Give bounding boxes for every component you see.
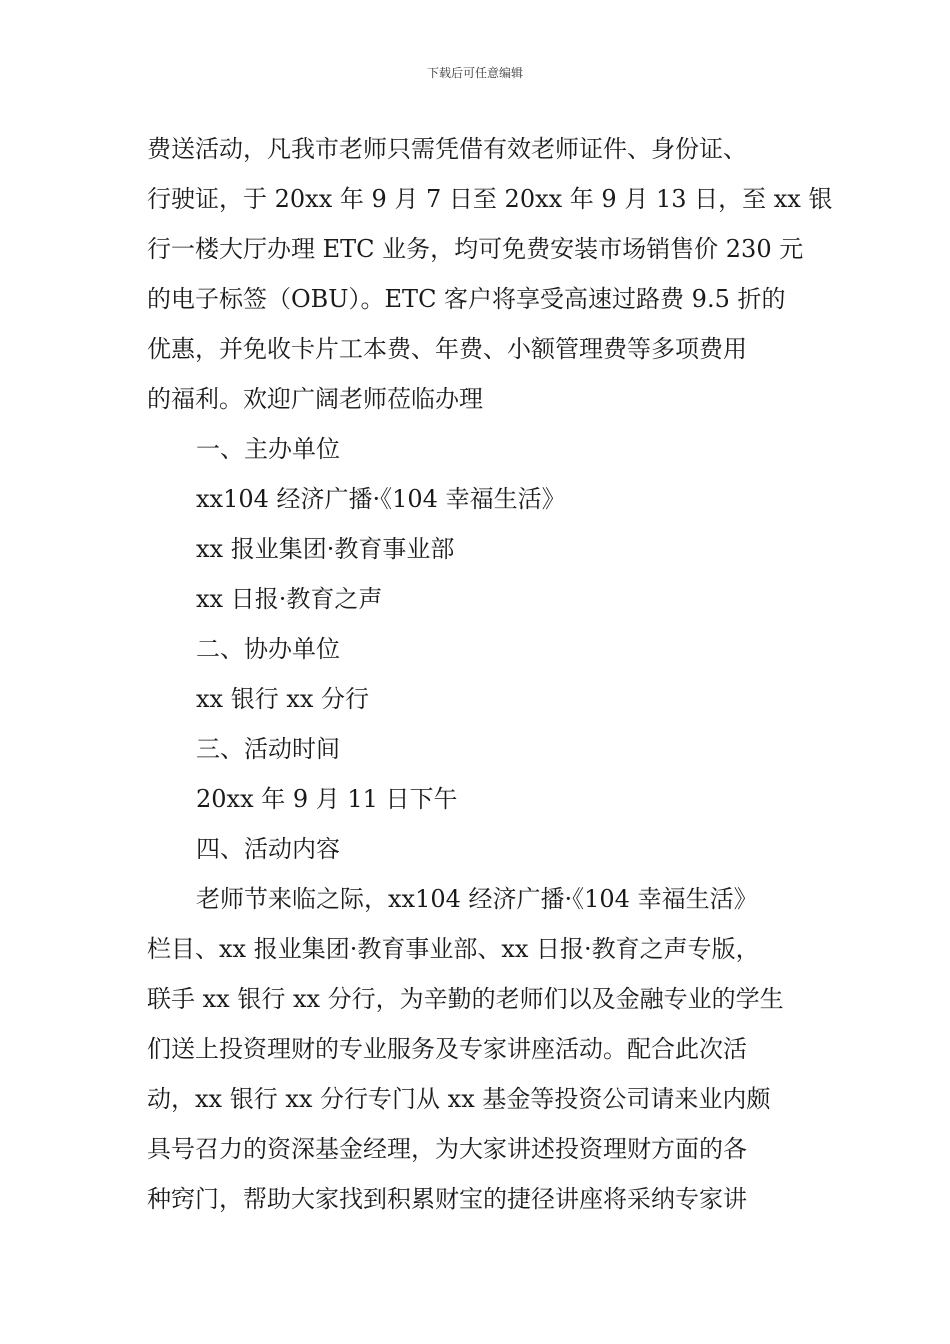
text-line: 具号召力的资深基金经理，为大家讲述投资理财方面的各 [147,1135,747,1163]
text-line: 优惠，并免收卡片工本费、年费、小额管理费等多项费用 [147,335,747,363]
organizer-item: xx 日报·教育之声 [196,585,383,613]
section-heading-content: 四、活动内容 [196,835,340,863]
text-line: 们送上投资理财的专业服务及专家讲座活动。配合此次活 [147,1035,747,1063]
text-line: 行一楼大厅办理 ETC 业务，均可免费安装市场销售价 230 元 [147,235,804,263]
organizer-item: xx 报业集团·教育事业部 [196,535,455,563]
text-line: 老师节来临之际，xx104 经济广播·《104 幸福生活》 [196,885,758,913]
text-line: 栏目、xx 报业集团·教育事业部、xx 日报·教育之声专版， [147,935,760,963]
text-line: 的福利。欢迎广阔老师莅临办理 [147,385,483,413]
text-line: 联手 xx 银行 xx 分行，为辛勤的老师们以及金融专业的学生 [147,985,784,1013]
text-line: 行驶证，于 20xx 年 9 月 7 日至 20xx 年 9 月 13 日，至 xx 银 [147,185,833,213]
text-line: 费送活动，凡我市老师只需凭借有效老师证件、身份证、 [147,135,747,163]
section-heading-co-organizers: 二、协办单位 [196,635,340,663]
section-heading-organizers: 一、主办单位 [196,435,340,463]
page-header: 下载后可任意编辑 [426,66,523,80]
text-line: 动，xx 银行 xx 分行专门从 xx 基金等投资公司请来业内颇 [147,1085,771,1113]
text-line: 种窍门，帮助大家找到积累财宝的捷径讲座将采纳专家讲 [147,1185,747,1213]
section-heading-time: 三、活动时间 [196,735,340,763]
event-time: 20xx 年 9 月 11 日下午 [196,785,458,813]
co-organizer-item: xx 银行 xx 分行 [196,685,370,713]
document-body [147,124,833,1224]
text-line: 的电子标签（OBU）。ETC 客户将享受高速过路费 9.5 折的 [147,285,786,313]
organizer-item: xx104 经济广播·《104 幸福生活》 [196,485,566,513]
